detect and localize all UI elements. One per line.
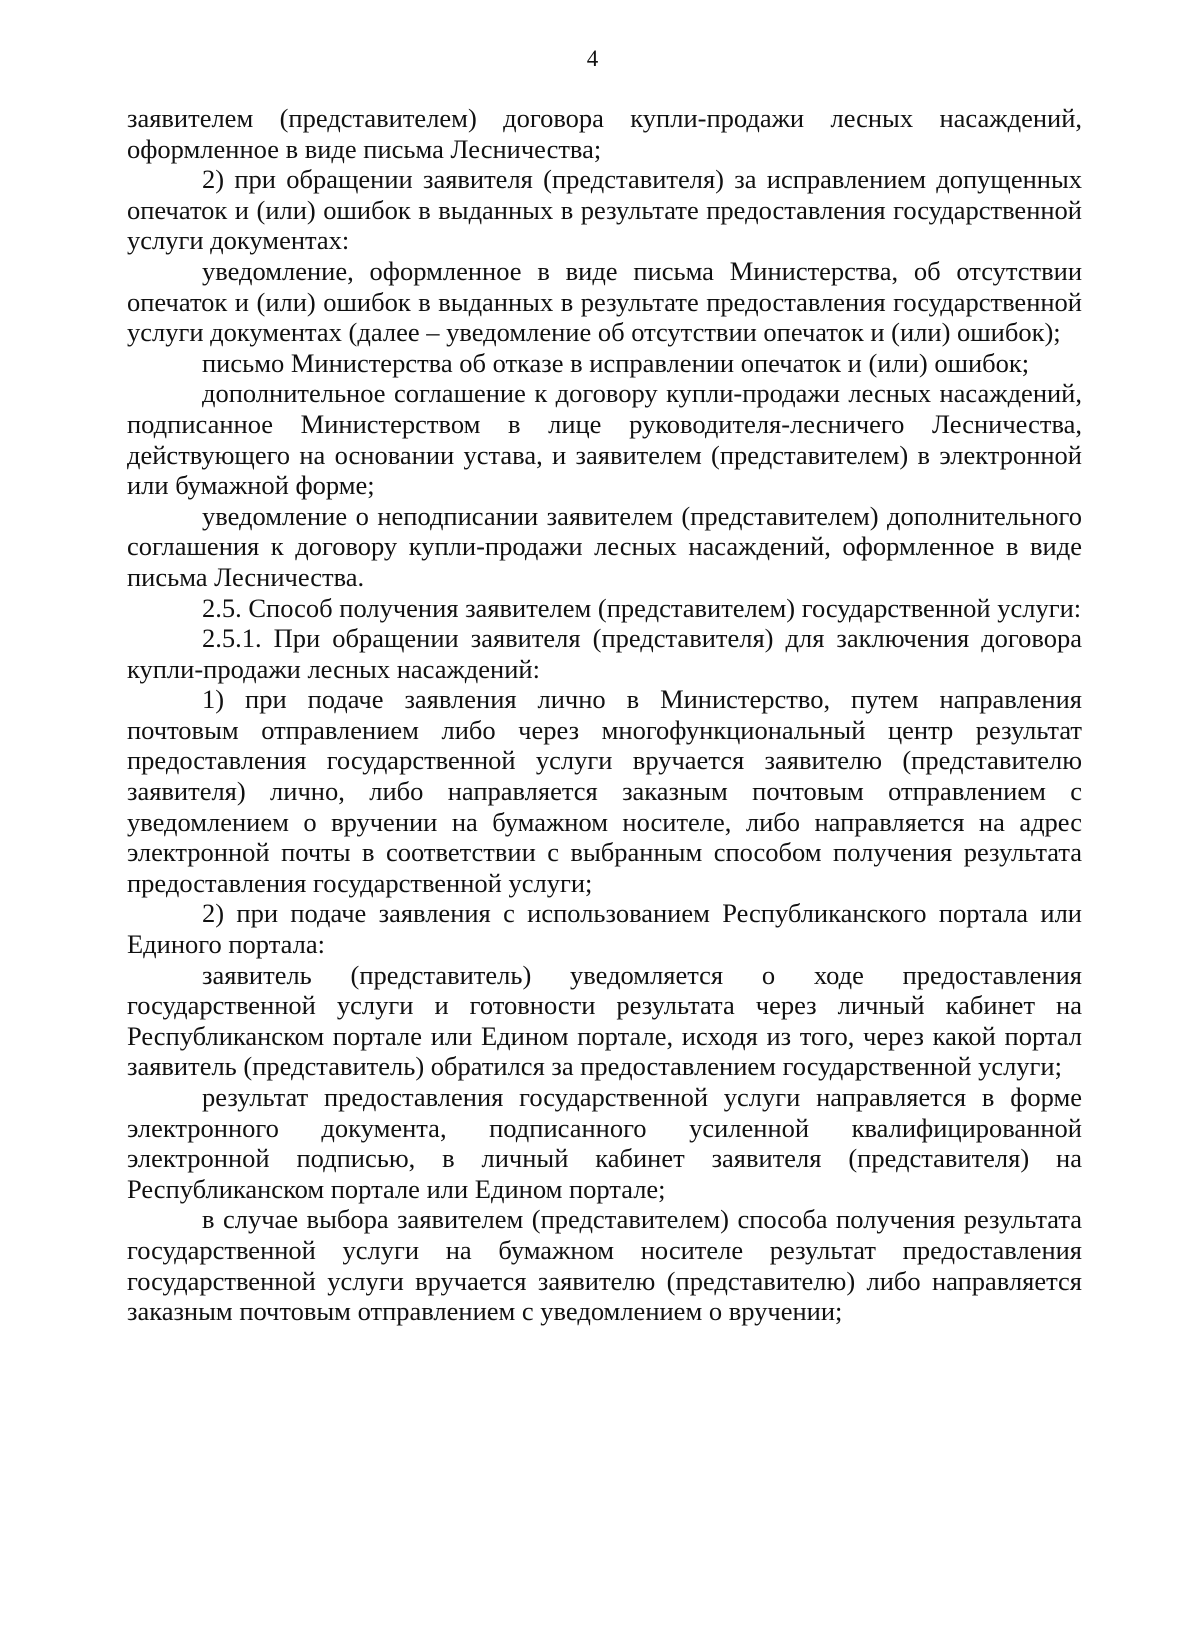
paragraph: уведомление, оформленное в виде письма Министерства, об отсутствии опечаток и (или) ошибок в выданных в результате предоставления государственной услуги документах (далее – уведомление об отсутствии опечаток и (или) ошибок);: [127, 255, 1082, 348]
paragraph: в случае выбора заявителем (представителем) способа получения результата государственной услуги на бумажном носителе результат предоставления государственной услуги вручается заявителю (представителю) либо направляется заказным почтовым отправлением с уведомлением о вручении;: [127, 1204, 1082, 1327]
paragraph: 2) при обращении заявителя (представителя) за исправлением допущенных опечаток и (или) ошибок в выданных в результате предоставления государственной услуги документах:: [127, 164, 1082, 256]
paragraph: результат предоставления государственной услуги направляется в форме электронного документа, подписанного усиленной квалифицированной электронной подписью, в личный кабинет заявителя (представителя) на Республиканском портале или Едином портале;: [127, 1082, 1082, 1204]
paragraph: заявителем (представителем) договора купли-продажи лесных насаждений, оформленное в виде письма Лесничества;: [127, 103, 1082, 164]
paragraph: дополнительное соглашение к договору купли-продажи лесных насаждений, подписанное Министерством в лице руководителя-лесничего Лесничества, действующего на основании устава, и заявителем (представителем) в электронной или бумажной форме;: [127, 378, 1082, 501]
paragraph: 2) при подаче заявления с использованием Республиканского портала или Единого портала:: [127, 898, 1082, 960]
section-heading: 2.5. Способ получения заявителем (представителем) государственной услуги:: [202, 592, 1082, 623]
paragraph: уведомление о неподписании заявителем (представителем) дополнительного соглашения к договору купли-продажи лесных насаждений, оформленное в виде письма Лесничества.: [127, 500, 1082, 592]
paragraph: письмо Министерства об отказе в исправлении опечаток и (или) ошибок;: [202, 347, 1030, 378]
paragraph: 1) при подаче заявления лично в Министерство, путем направления почтовым отправлением либо через многофункциональный центр результат предоставления государственной услуги вручается заявителю (представителю заявителя) лично, либо направляется заказным почтовым отправлением с уведомлением о вручении на бумажном носителе, либо направляется на адрес электронной почты в соответствии с выбранным способом получения результата предоставления государственной услуги;: [127, 684, 1082, 898]
paragraph: заявитель (представитель) уведомляется о ходе предоставления государственной услуги и готовности результата через личный кабинет на Республиканском портале или Едином портале, исходя из того, через какой портал заявитель (представитель) обратился за предоставлением государственной услуги;: [127, 959, 1082, 1082]
subsection-heading: 2.5.1. При обращении заявителя (представителя) для заключения договора купли-продажи лесных насаждений:: [127, 623, 1082, 684]
page-number: 4: [586, 46, 599, 71]
document-body: [127, 103, 1082, 1327]
